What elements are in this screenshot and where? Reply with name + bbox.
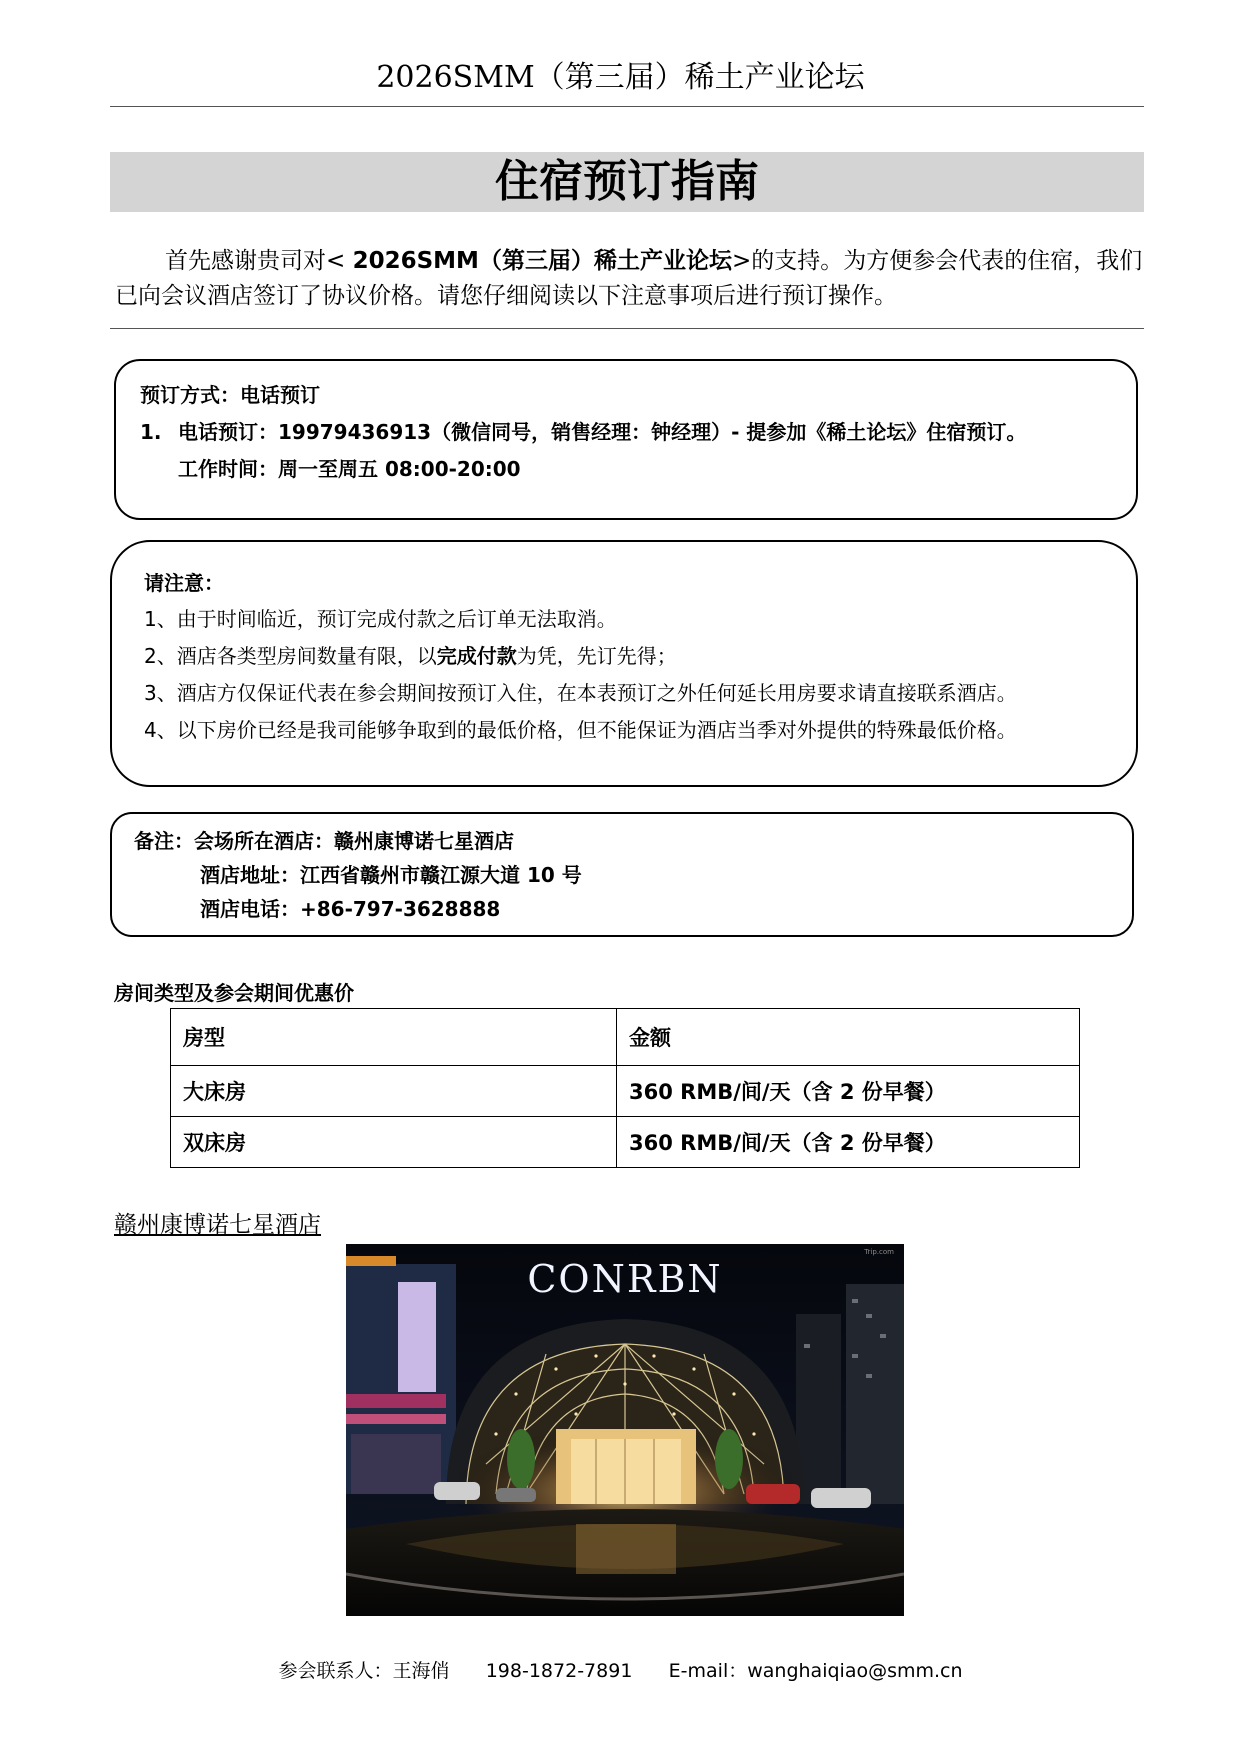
hotel-sign-text: CONRBN: [527, 1257, 723, 1301]
booking-method-box: [114, 359, 1138, 520]
notice-item-2-bold: 完成付款: [436, 644, 517, 668]
footer-contact-person: 参会联系人：王海俏: [278, 1660, 450, 1682]
page-header-title: 2026SMM（第三届）稀土产业论坛: [376, 60, 865, 95]
footer-email: E-mail：wanghaiqiao@smm.cn: [668, 1660, 963, 1682]
table-row: [171, 1117, 1080, 1168]
footer-contact: [0, 1656, 1241, 1683]
notice-item-2-tail: 为凭，先订先得；: [516, 644, 677, 668]
notice-title: 请注意：: [144, 571, 224, 595]
notice-item-2: [144, 643, 677, 669]
intro-paragraph: [115, 244, 1145, 314]
room-price-cell: 360 RMB/间/天（含 2 份早餐）: [617, 1066, 1080, 1117]
room-price-section-title: 房间类型及参会期间优惠价: [114, 981, 354, 1005]
intro-divider: [110, 328, 1144, 329]
hotel-name-heading: 赣州康博诺七星酒店: [114, 1212, 321, 1238]
header-price: 金额: [617, 1009, 1080, 1066]
remark-venue: 备注：会场所在酒店：赣州康博诺七星酒店: [134, 829, 514, 853]
booking-phone-line: 电话预订：19979436913（微信同号，销售经理：钟经理）- 提参加《稀土论坛》住宿预订。: [178, 420, 1027, 444]
intro-forum-name: 2026SMM（第三届）稀土产业论坛: [352, 248, 732, 274]
booking-item-number: 1.: [140, 420, 162, 444]
room-price-cell: 360 RMB/间/天（含 2 份早餐）: [617, 1117, 1080, 1168]
header-room-type: 房型: [171, 1009, 617, 1066]
header-divider: [110, 106, 1144, 107]
notice-item-2-start: 2、酒店各类型房间数量有限，以: [144, 644, 437, 668]
intro-text-after: >的支持。为方便参会代表的住宿，我们已向会议酒店签订了协议价格。请您仔细阅读以下注意事项后进行预订操作。: [115, 248, 1143, 309]
photo-watermark: Trip.com: [864, 1248, 894, 1256]
notice-box: [110, 540, 1138, 787]
table-row: [171, 1066, 1080, 1117]
hotel-photo: [346, 1244, 904, 1616]
room-type-cell: 大床房: [171, 1066, 617, 1117]
notice-item-3: 3、酒店方仅保证代表在参会期间按预订入住，在本表预订之外任何延长用房要求请直接联系酒店。: [144, 681, 1017, 705]
room-price-table: [170, 1008, 1080, 1168]
room-type-cell: 双床房: [171, 1117, 617, 1168]
guide-title-banner: 住宿预订指南: [110, 152, 1144, 212]
intro-text-before: 首先感谢贵司对<: [165, 248, 353, 274]
table-header-row: [171, 1009, 1080, 1066]
booking-hours: 工作时间：周一至周五 08:00-20:00: [178, 457, 521, 481]
remark-address: 酒店地址：江西省赣州市赣江源大道 10 号: [200, 863, 582, 887]
notice-item-1: 1、由于时间临近，预订完成付款之后订单无法取消。: [144, 607, 617, 631]
remark-phone: 酒店电话：+86-797-3628888: [200, 897, 501, 921]
remark-box: [110, 812, 1134, 937]
notice-item-4: 4、以下房价已经是我司能够争取到的最低价格，但不能保证为酒店当季对外提供的特殊最低价格。: [144, 718, 1017, 742]
booking-method: 预订方式：电话预订: [140, 383, 320, 407]
footer-phone: 198-1872-7891: [485, 1660, 633, 1682]
